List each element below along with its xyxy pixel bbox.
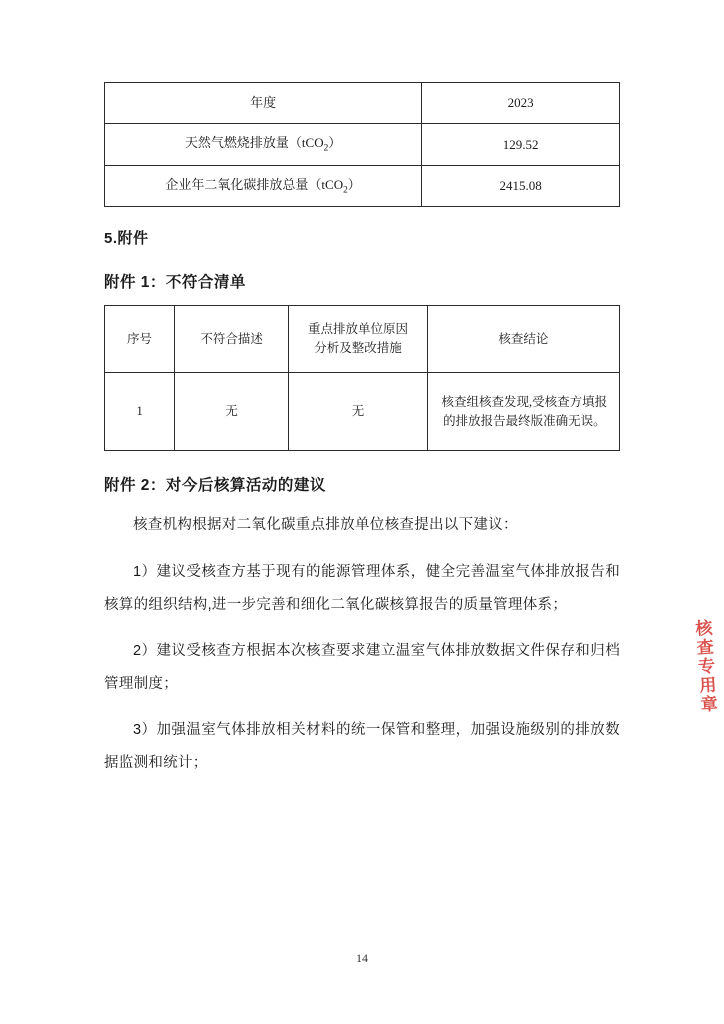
attachment2-item-1: 1）建议受核查方基于现有的能源管理体系，健全完善温室气体排放报告和核算的组织结构,进一步完善和细化二氧化碳核算报告的质量管理体系； bbox=[104, 563, 620, 613]
emission-table-header-value: 2023 bbox=[422, 83, 620, 124]
verification-seal-stamp: 核查专用章 bbox=[691, 618, 718, 715]
column-header-index: 序号 bbox=[105, 306, 175, 373]
row-value-total-co2: 2415.08 bbox=[422, 165, 620, 207]
page-number: 14 bbox=[356, 951, 368, 965]
column-header-cause: 重点排放单位原因 分析及整改措施 bbox=[289, 306, 428, 373]
emission-table-header-year: 年度 bbox=[105, 83, 422, 124]
table-header-row bbox=[105, 306, 620, 373]
row-label-natural-gas: 天然气燃烧排放量（tCO$_2$） bbox=[105, 124, 422, 166]
table-row bbox=[105, 124, 620, 166]
column-header-conclusion: 核查结论 bbox=[427, 306, 619, 373]
section-heading-attachments: 5.附件 bbox=[104, 230, 149, 248]
attachment2-intro: 核查机构根据对二氧化碳重点排放单位核查提出以下建议： bbox=[133, 517, 518, 534]
table-row bbox=[105, 165, 620, 207]
emission-summary-table bbox=[104, 82, 620, 207]
table-row bbox=[105, 83, 620, 124]
row-value-natural-gas: 129.52 bbox=[422, 124, 620, 166]
cell-cause: 无 bbox=[289, 372, 428, 451]
cell-index: 1 bbox=[105, 372, 175, 451]
attachment2-heading: 附件 2：对今后核算活动的建议 bbox=[104, 477, 326, 495]
nonconformity-list-table bbox=[104, 305, 620, 451]
cell-description: 无 bbox=[175, 372, 289, 451]
attachment1-heading: 附件 1：不符合清单 bbox=[104, 274, 246, 292]
table-row bbox=[105, 372, 620, 451]
attachment2-item-3: 3）加强温室气体排放相关材料的统一保管和整理，加强设施级别的排放数据监测和统计； bbox=[104, 722, 620, 771]
cell-conclusion: 核查组核查发现,受核查方填报的排放报告最终版准确无误。 bbox=[427, 372, 619, 451]
row-label-total-co2: 企业年二氧化碳排放总量（tCO$_2$） bbox=[105, 165, 422, 207]
attachment2-item-2: 2）建议受核查方根据本次核查要求建立温室气体排放数据文件保存和归档管理制度； bbox=[104, 643, 620, 692]
column-header-description: 不符合描述 bbox=[175, 306, 289, 373]
